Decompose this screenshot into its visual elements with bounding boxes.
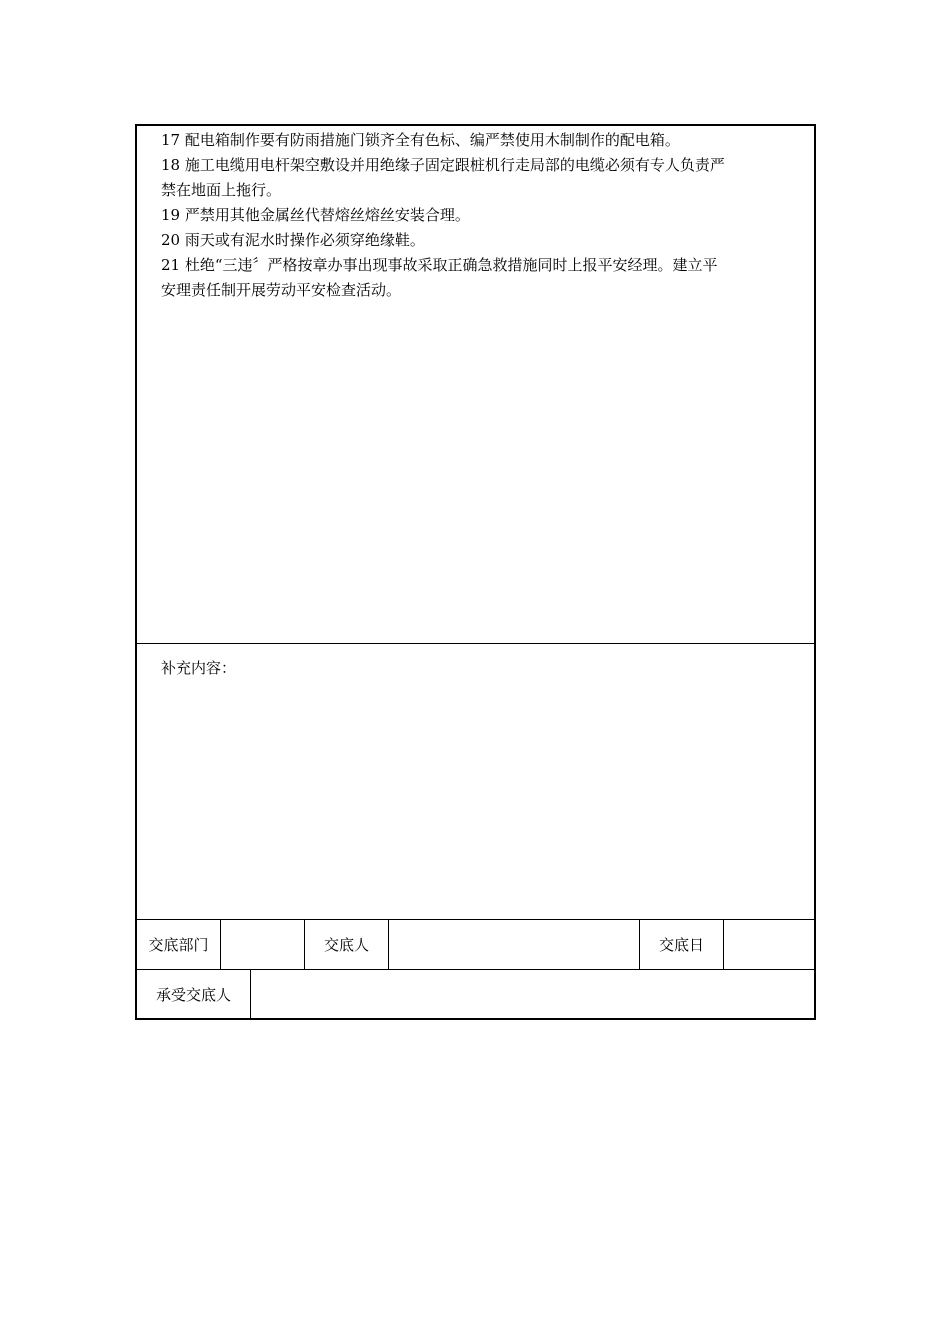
department-label: 交底部门 [137, 920, 221, 969]
recipient-label: 承受交底人 [137, 970, 251, 1018]
accept-row [137, 970, 814, 1018]
content-line-3: 禁在地面上拖行。 [161, 181, 282, 199]
content-line-5: 20 雨天或有泥水时操作必须穿绝缘鞋。 [161, 231, 425, 249]
supplement-cell[interactable] [137, 644, 814, 920]
content-cell [137, 126, 814, 644]
date-field[interactable] [724, 920, 814, 969]
content-line-2: 18 施工电缆用电杆架空敷设并用绝缘子固定跟桩机行走局部的电缆必须有专人负责严 [161, 156, 725, 174]
supplement-label: 补充内容： [161, 659, 237, 677]
recipient-field[interactable] [251, 970, 814, 1018]
content-line-7: 安理责任制开展劳动平安检查活动。 [161, 281, 402, 299]
content-line-1: 17 配电箱制作要有防雨措施门锁齐全有色标、编严禁使用木制制作的配电箱。 [161, 131, 680, 149]
person-label: 交底人 [305, 920, 389, 969]
person-field[interactable] [389, 920, 640, 969]
disclosure-form-table [135, 124, 816, 1020]
department-field[interactable] [221, 920, 305, 969]
sign-row [137, 920, 814, 970]
content-line-4: 19 严禁用其他金属丝代替熔丝熔丝安装合理。 [161, 206, 470, 224]
date-label: 交底日 [640, 920, 724, 969]
content-line-6: 21 杜绝“三违〞严格按章办事出现事故采取正确急救措施同时上报平安经理。建立平 [161, 256, 718, 274]
